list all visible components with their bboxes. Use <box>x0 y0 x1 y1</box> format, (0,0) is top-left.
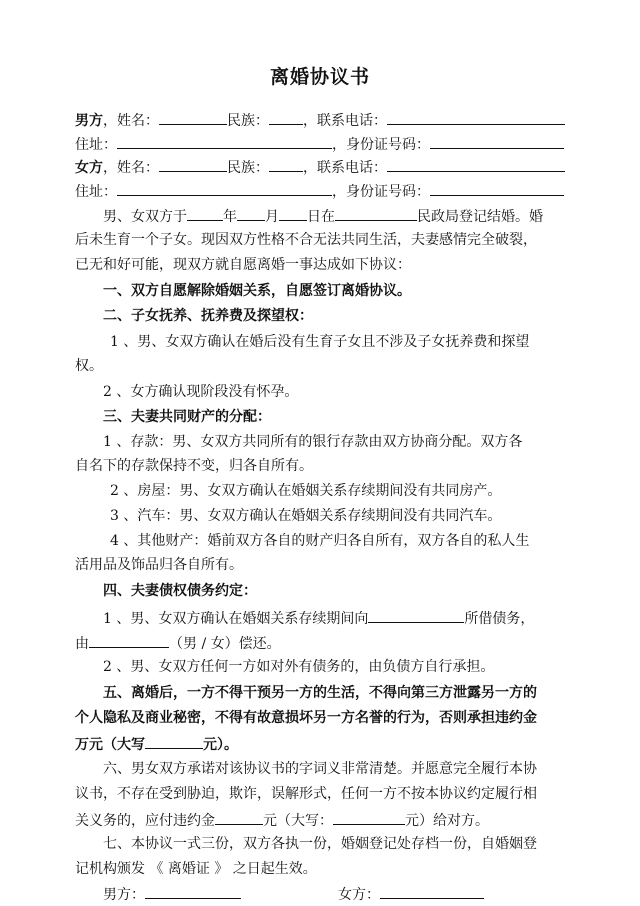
male-info-line <box>75 110 565 130</box>
section-3-item-1-cont: 自名下的存款保持不变，归各自所有。 <box>75 458 313 474</box>
male-label: 男方 <box>75 113 103 129</box>
intro-line-2: 后未生育一个子女。现因双方性格不合无法共同生活，夫妻感情完全破裂， <box>75 232 537 248</box>
section-5-line-3 <box>75 734 238 754</box>
phone-label: ，联系电话： <box>303 160 387 176</box>
day-label: 日在 <box>307 209 335 225</box>
female-address-line <box>75 181 564 201</box>
section-3-item-3: 3 、汽车：男、女双方确认在婚姻关系存续期间没有共同汽车。 <box>110 508 502 524</box>
debt-text: （男 / 女）偿还。 <box>169 636 281 652</box>
section-6-text: 元）给对方。 <box>405 813 489 829</box>
female-sign-label: 女方： <box>338 887 380 903</box>
section-2-item-1: 1 、男、女双方确认在婚后没有生育子女且不涉及子女抚养费和探望 <box>110 334 530 350</box>
intro-line-3: 已无和好可能，现双方就自愿离婚一事达成如下协议： <box>75 257 411 273</box>
penalty-text: 元）。 <box>203 737 238 753</box>
female-signature-field[interactable] <box>380 884 484 899</box>
name-label: ，姓名： <box>103 113 159 129</box>
male-id-field[interactable] <box>430 134 564 149</box>
repayer-field[interactable] <box>89 633 169 648</box>
section-6-text: 元（大写： <box>263 813 333 829</box>
female-name-field[interactable] <box>159 157 227 172</box>
male-address-field[interactable] <box>117 134 332 149</box>
address-label: 住址： <box>75 184 117 200</box>
section-2-item-1-cont: 权。 <box>75 358 103 374</box>
section-7-line-2: 记机构颁发 《 离婚证 》 之日起生效。 <box>75 861 317 877</box>
marriage-year-field[interactable] <box>187 206 223 221</box>
section-7-line-1: 七、本协议一式三份，双方各执一份，婚姻登记处存档一份，自婚姻登 <box>103 836 537 852</box>
section-5-line-2: 个人隐私及商业秘密，不得有故意损坏另一方名誉的行为，否则承担违约金 <box>75 710 537 726</box>
intro-text: 民政局登记结婚。婚 <box>417 209 543 225</box>
marriage-day-field[interactable] <box>279 206 307 221</box>
male-ethnic-field[interactable] <box>269 110 303 125</box>
id-label: ，身份证号码： <box>332 137 430 153</box>
debt-text: 所借债务， <box>464 611 535 627</box>
section-4-item-1 <box>103 608 534 628</box>
female-signature-line <box>338 884 484 904</box>
debt-text: 1 、男、女双方确认在婚姻关系存续期间向 <box>103 611 369 627</box>
section-3-item-4-cont: 活用品及饰品归各自所有。 <box>75 557 243 573</box>
section-3-heading: 三、夫妻共同财产的分配： <box>103 409 271 425</box>
intro-line-1 <box>103 206 543 226</box>
section-2-item-2: 2 、女方确认现阶段没有怀孕。 <box>103 384 299 400</box>
ethnic-label: 民族： <box>227 113 269 129</box>
section-3-item-4: 4 、其他财产：婚前双方各自的财产归各自所有，双方各自的私人生 <box>110 533 530 549</box>
female-phone-field[interactable] <box>387 157 565 172</box>
section-2-heading: 二、子女抚养、抚养费及探望权： <box>103 308 313 324</box>
section-6-line-3 <box>75 810 489 830</box>
section-6-line-1 <box>103 760 537 778</box>
name-label: ，姓名： <box>103 160 159 176</box>
phone-label: ，联系电话： <box>303 113 387 129</box>
female-address-field[interactable] <box>117 181 332 196</box>
section-1-heading: 一、双方自愿解除婚姻关系，自愿签订离婚协议。 <box>103 283 411 299</box>
male-signature-field[interactable] <box>145 884 241 899</box>
male-sign-label: 男方： <box>103 887 145 903</box>
section-6-text: 关义务的，应付违约金 <box>75 813 215 829</box>
month-label: 月 <box>265 209 279 225</box>
section-5-line-1: 五、离婚后，一方不得干预另一方的生活，不得向第三方泄露另一方的 <box>103 685 537 701</box>
section-4-item-2: 2 、男、女双方任何一方如对外有债务的，由负债方自行承担。 <box>103 659 495 675</box>
year-label: 年 <box>223 209 237 225</box>
male-name-field[interactable] <box>159 110 227 125</box>
penalty-capital-field[interactable] <box>145 734 203 749</box>
registry-office-field[interactable] <box>335 206 417 221</box>
section-4-heading: 四、夫妻债权债务约定： <box>103 583 257 599</box>
male-signature-line <box>103 884 241 904</box>
ethnic-label: 民族： <box>227 160 269 176</box>
female-id-field[interactable] <box>430 181 564 196</box>
section-6-text: 六、男女双方承诺对该协议书的字词义非常清楚。并愿意完全履行本协 <box>103 761 537 777</box>
penalty-amount-capital-field[interactable] <box>333 810 405 825</box>
id-label: ，身份证号码： <box>332 184 430 200</box>
section-3-item-1: 1 、存款：男、女双方共同所有的银行存款由双方协商分配。双方各 <box>103 434 523 450</box>
section-6-line-2: 议书，不存在受到胁迫，欺诈，误解形式，任何一方不按本协议约定履行相 <box>75 786 537 802</box>
section-3-item-2: 2 、房屋：男、女双方确认在婚姻关系存续期间没有共同房产。 <box>110 483 502 499</box>
female-label: 女方 <box>75 160 103 176</box>
section-4-item-1-cont <box>75 633 281 653</box>
male-phone-field[interactable] <box>387 110 565 125</box>
creditor-field[interactable] <box>368 608 464 623</box>
male-address-line <box>75 134 564 154</box>
document-title: 离婚协议书 <box>269 66 370 88</box>
female-info-line <box>75 157 565 177</box>
address-label: 住址： <box>75 137 117 153</box>
penalty-text: 万元（大写 <box>75 737 145 753</box>
penalty-amount-field[interactable] <box>215 810 263 825</box>
female-ethnic-field[interactable] <box>269 157 303 172</box>
marriage-month-field[interactable] <box>237 206 265 221</box>
intro-text: 男、女双方于 <box>103 209 187 225</box>
debt-text: 由 <box>75 636 89 652</box>
